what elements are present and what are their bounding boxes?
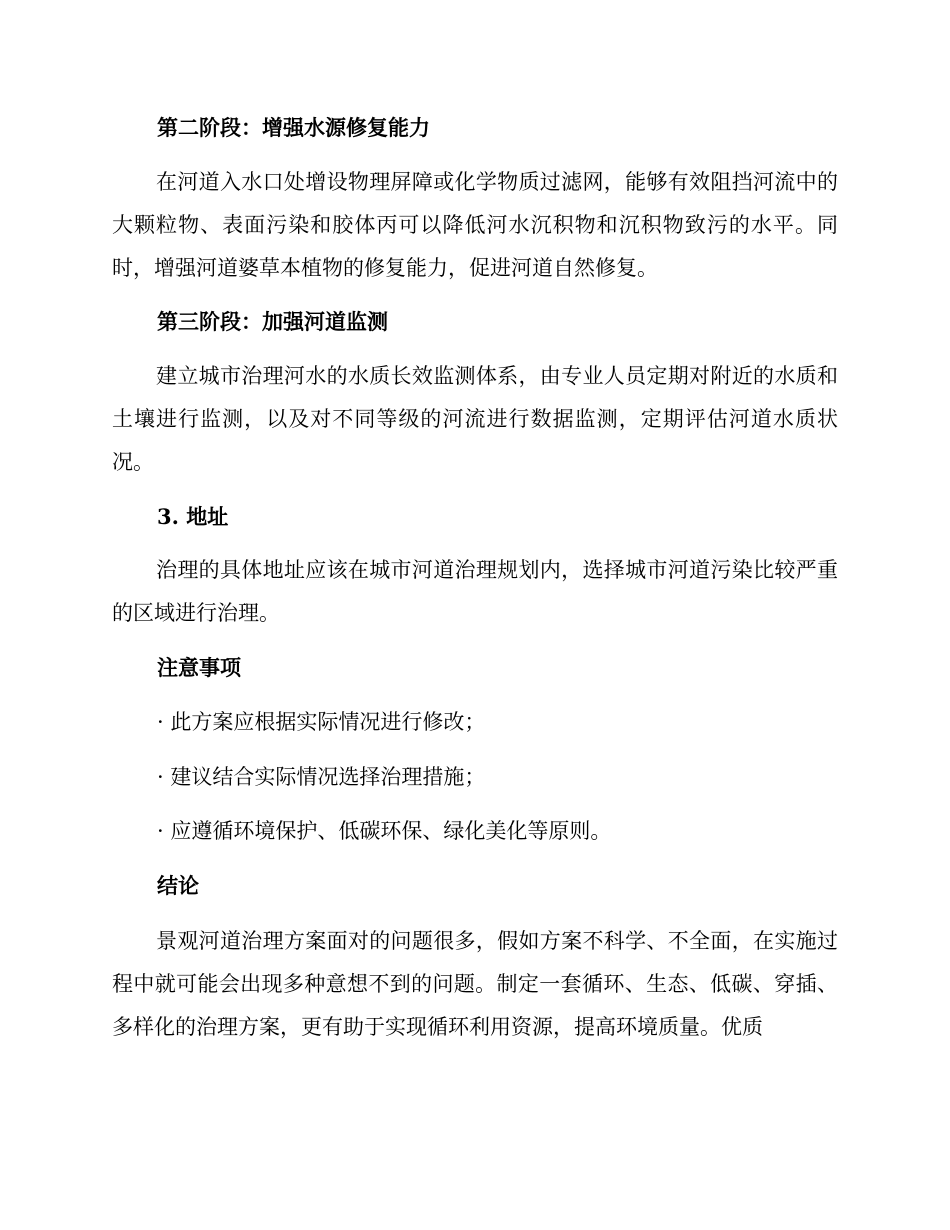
stage3-heading: 第三阶段：加强河道监测: [157, 309, 388, 334]
conclusion-paragraph: 景观河道治理方案面对的问题很多，假如方案不科学、不全面，在实施过程中就可能会出现多种意想不到的问题。制定一套循环、生态、低碳、穿插、多样化的治理方案，更有助于实现循环利用资源，提高环境质量。优质: [112, 929, 838, 1039]
address-heading: 3. 地址: [157, 504, 229, 529]
stage2-heading: 第二阶段：增强水源修复能力: [157, 115, 430, 140]
stage2-paragraph: 在河道入水口处增设物理屏障或化学物质过滤网，能够有效阻挡河流中的大颗粒物、表面污染和胶体丙可以降低河水沉积物和沉积物致污的水平。同时，增强河道婆草本植物的修复能力，促进河道自然修复。: [112, 170, 838, 280]
notes-item-3: · 应遵循环境保护、低碳环保、绿化美化等原则。: [157, 819, 612, 843]
notes-item-2: · 建议结合实际情况选择治理措施；: [157, 765, 486, 789]
stage3-paragraph: 建立城市治理河水的水质长效监测体系，由专业人员定期对附近的水质和土壤进行监测，以及对不同等级的河流进行数据监测，定期评估河道水质状况。: [112, 364, 838, 474]
notes-item-1: · 此方案应根据实际情况进行修改；: [157, 710, 486, 734]
address-paragraph: 治理的具体地址应该在城市河道治理规划内，选择城市河道污染比较严重的区域进行治理。: [112, 558, 838, 625]
conclusion-heading: 结论: [157, 873, 199, 898]
notes-heading: 注意事项: [157, 655, 241, 680]
